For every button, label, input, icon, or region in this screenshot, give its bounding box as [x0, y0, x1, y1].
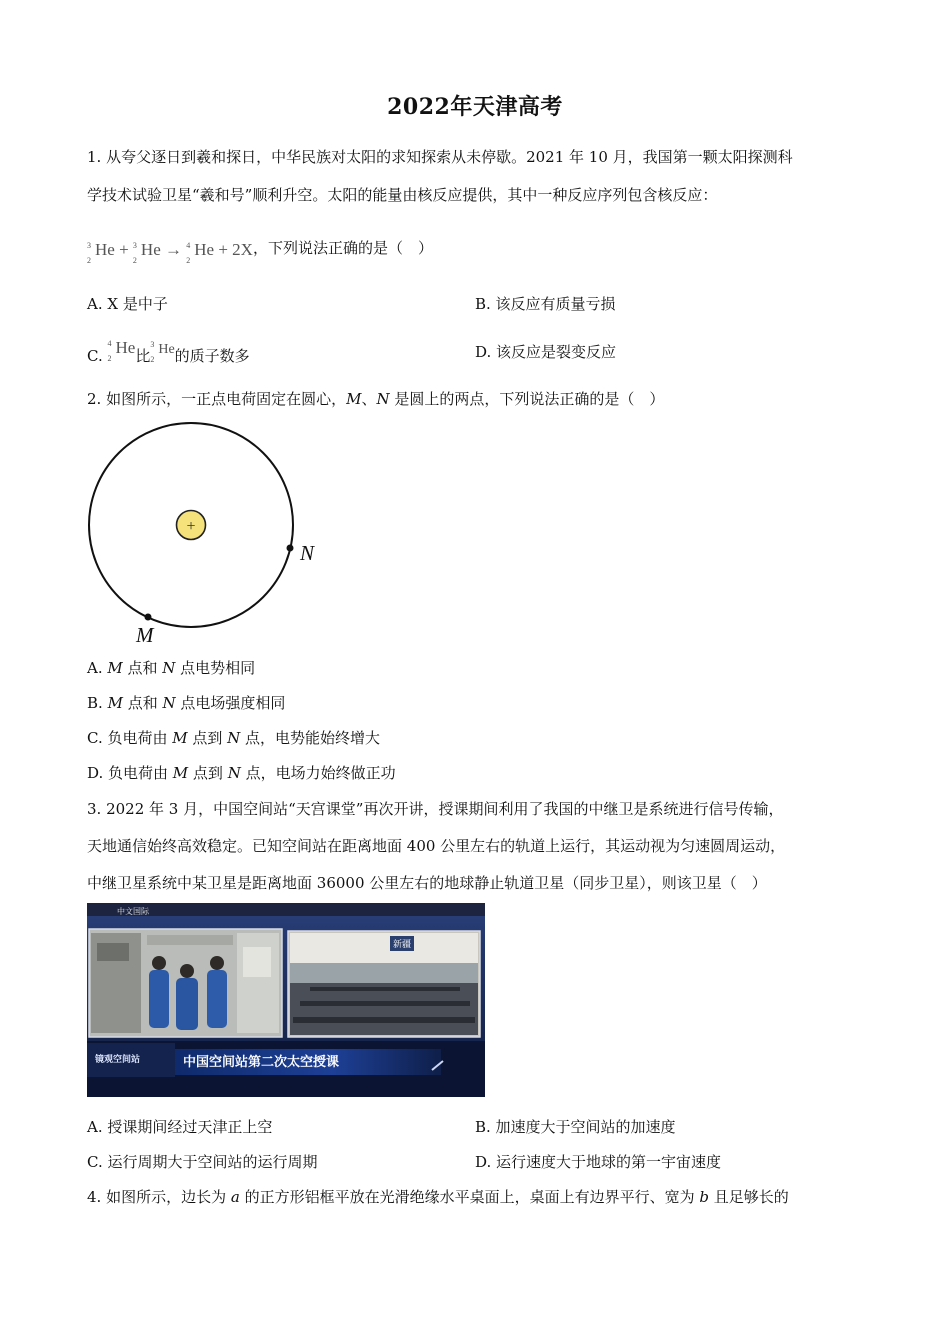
q1-option-a[interactable]: A. X 是中子 — [87, 295, 168, 313]
charge-sign: + — [186, 518, 196, 535]
equation-tail: + 2X — [214, 240, 253, 259]
q3-option-c[interactable]: C. 运行周期大于空间站的运行周期 — [87, 1153, 318, 1171]
q1-stem-line2: 学技术试验卫星“羲和号”顺利升空。太阳的能量由核反应提供，其中一种反应序列包含核反应： — [87, 186, 718, 204]
q2-option-a[interactable]: A. M 点和 N 点电势相同 — [87, 659, 256, 677]
arrow-sign: → — [160, 240, 187, 259]
nuclide-he3-a: 3 2 He — [87, 240, 115, 265]
q3-stem-line2: 天地通信始终高效稳定。已知空间站在距离地面 400 公里左右的轨道上运行，其运动视为匀速圆周运动， — [87, 837, 786, 855]
q1-equation-line — [87, 238, 433, 265]
q3-option-a[interactable]: A. 授课期间经过天津正上空 — [87, 1118, 273, 1136]
point-m-dot — [145, 614, 152, 621]
q1-option-c-prefix: C. — [87, 347, 103, 365]
q2-stem: 2. 如图所示，一正点电荷固定在圆心，M、N 是圆上的两点，下列说法正确的是（ ） — [87, 390, 665, 408]
program-logo: 镜观空间站 — [95, 1055, 141, 1065]
q2-option-d[interactable]: D. 负电荷由 M 点到 N 点，电场力始终做正功 — [87, 764, 396, 782]
q1-stem-line1: 1. 从夸父逐日到羲和探日，中华民族对太阳的求知探索从未停歇。2021 年 10 月，我国第一颗太阳探测科 — [87, 148, 793, 166]
nuclide-he3-option: 3 2 He — [150, 340, 175, 364]
q3-stem-line1: 3. 2022 年 3 月，中国空间站“天宫课堂”再次开讲，授课期间利用了我国的中继卫是系统进行信号传输， — [87, 800, 784, 818]
nuclide-he4-option: 4 2 He — [107, 338, 136, 363]
q3-option-d[interactable]: D. 运行速度大于地球的第一宇宙速度 — [475, 1153, 722, 1171]
point-n-dot — [287, 545, 294, 552]
point-n-label: N — [300, 541, 315, 565]
nuclide-he3-b: 3 2 He — [132, 240, 161, 265]
q1-option-c-mid: 比 — [135, 347, 151, 365]
q1-option-c-suffix: 的质子数多 — [174, 347, 250, 365]
q2-option-b[interactable]: B. M 点和 N 点电场强度相同 — [87, 694, 286, 712]
q1-option-d[interactable]: D. 该反应是裂变反应 — [475, 343, 617, 361]
q2-circle-figure — [80, 418, 330, 650]
plus-sign: + — [114, 240, 133, 259]
space-class-photo — [87, 903, 485, 1097]
nuclide-he4: 4 2 He — [186, 240, 215, 265]
q2-option-c[interactable]: C. 负电荷由 M 点到 N 点，电势能始终增大 — [87, 729, 381, 747]
channel-logo: 中文国际 — [117, 907, 149, 916]
photo-caption: 中国空间站第二次太空授课 — [183, 1055, 340, 1070]
q3-option-b[interactable]: B. 加速度大于空间站的加速度 — [475, 1118, 676, 1136]
q1-stem-tail: ，下列说法正确的是（ ） — [252, 239, 433, 257]
q1-option-c[interactable] — [87, 338, 250, 366]
q4-stem: 4. 如图所示，边长为 a 的正方形铝框平放在光滑绝缘水平桌面上，桌面上有边界平行、宽为 b 且足够长的 — [87, 1188, 789, 1206]
region-tag: 新疆 — [390, 936, 414, 951]
point-m-label: M — [136, 623, 154, 647]
q3-stem-line3: 中继卫星系统中某卫星是距离地面 36000 公里左右的地球静止轨道卫星（同步卫星），则该卫星（ ） — [87, 874, 767, 892]
page-title: 2022年天津高考 — [387, 94, 563, 120]
q1-option-b[interactable]: B. 该反应有质量亏损 — [475, 295, 616, 313]
